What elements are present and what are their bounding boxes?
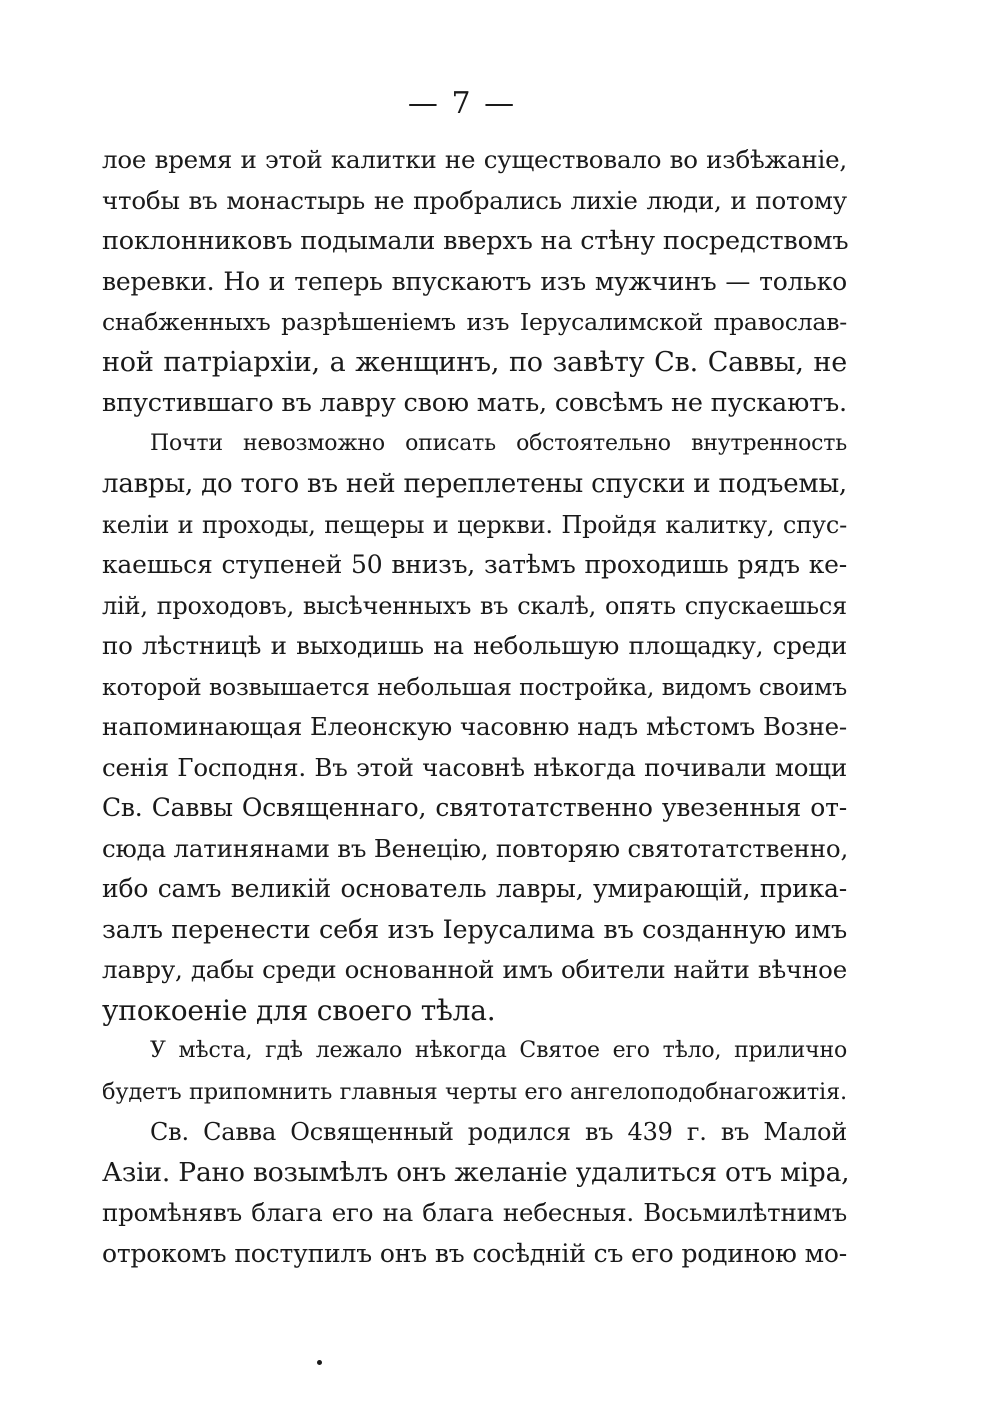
text-line: ной патріархіи, а женщинъ, по завѣту Св. Саввы, не [102,346,847,378]
text-line: которой возвышается небольшая постройка, видомъ своимъ [102,672,847,701]
text-line: веревки. Но и теперь впускаютъ изъ мужчинъ — только [102,266,847,296]
text-line: лавру, дабы среди основанной имъ обители найти вѣчное [102,955,847,984]
text-line: сенія Господня. Въ этой часовнѣ нѣкогда почивали мощи [102,752,847,782]
text-line: лій, проходовъ, высѣченныхъ въ скалѣ, опять спускаешься [102,591,847,620]
text-line: залъ перенести себя изъ Іерусалима въ созданную имъ [102,914,847,945]
text-line: будетъ припомнить главныя черты его ангелоподобнагожитія. [102,1078,847,1105]
text-line: чтобы въ монастырь не пробрались лихіе люди, и потому [102,185,847,215]
text-line: лое время и этой калитки не существовало во избѣжаніе, [102,145,847,174]
paragraph [102,1112,850,1274]
paragraph [102,140,847,424]
text-line: Почти невозможно описать обстоятельно внутренность [150,430,847,456]
text-line: напоминающая Елеонскую часовню надъ мѣстомъ Возне- [102,712,847,741]
ink-speck [317,1360,322,1365]
text-line: Азіи. Рано возымѣлъ онъ желаніе удалиться отъ міра, [102,1156,850,1188]
text-line: Св. Саввы Освященнаго, святотатственно увезенныя от- [102,793,847,822]
text-line: по лѣстницѣ и выходишь на небольшую площадку, среди [102,631,847,660]
paragraph [102,424,847,1032]
text-line: снабженныхъ разрѣшеніемъ изъ Іерусалимской православ- [102,308,847,336]
text-line: промѣнявъ блага его на блага небесныя. Восьмилѣтнимъ [102,1198,847,1227]
text-line: келіи и проходы, пещеры и церкви. Пройдя калитку, спус- [102,510,847,539]
text-line: впустившаго въ лавру свою мать, совсѣмъ не пускаютъ. [102,388,847,418]
text-line: отрокомъ поступилъ онъ въ сосѣдній съ его родиною мо- [102,1238,847,1268]
text-line: каешься ступеней 50 внизъ, затѣмъ проходишь рядъ ке- [102,550,847,579]
body-text [102,140,850,1274]
text-line: ибо самъ великій основатель лавры, умирающій, прика- [102,874,847,903]
text-line: Св. Савва Освященный родился въ 439 г. въ Малой [150,1118,847,1146]
text-line: сюда латинянами въ Венецію, повторяю святотатственно, [102,833,849,863]
text-line: поклонниковъ подымали вверхъ на стѣну посредствомъ [102,226,849,256]
paragraph [102,1031,847,1112]
text-line: У мѣста, гдѣ лежало нѣкогда Святое его тѣло, прилично [150,1038,847,1063]
page-number: — 7 — [407,86,517,121]
text-line: упокоеніе для своего тѣла. [102,993,496,1027]
text-line: лавры, до того въ ней переплетены спуски и подъемы, [102,469,847,499]
